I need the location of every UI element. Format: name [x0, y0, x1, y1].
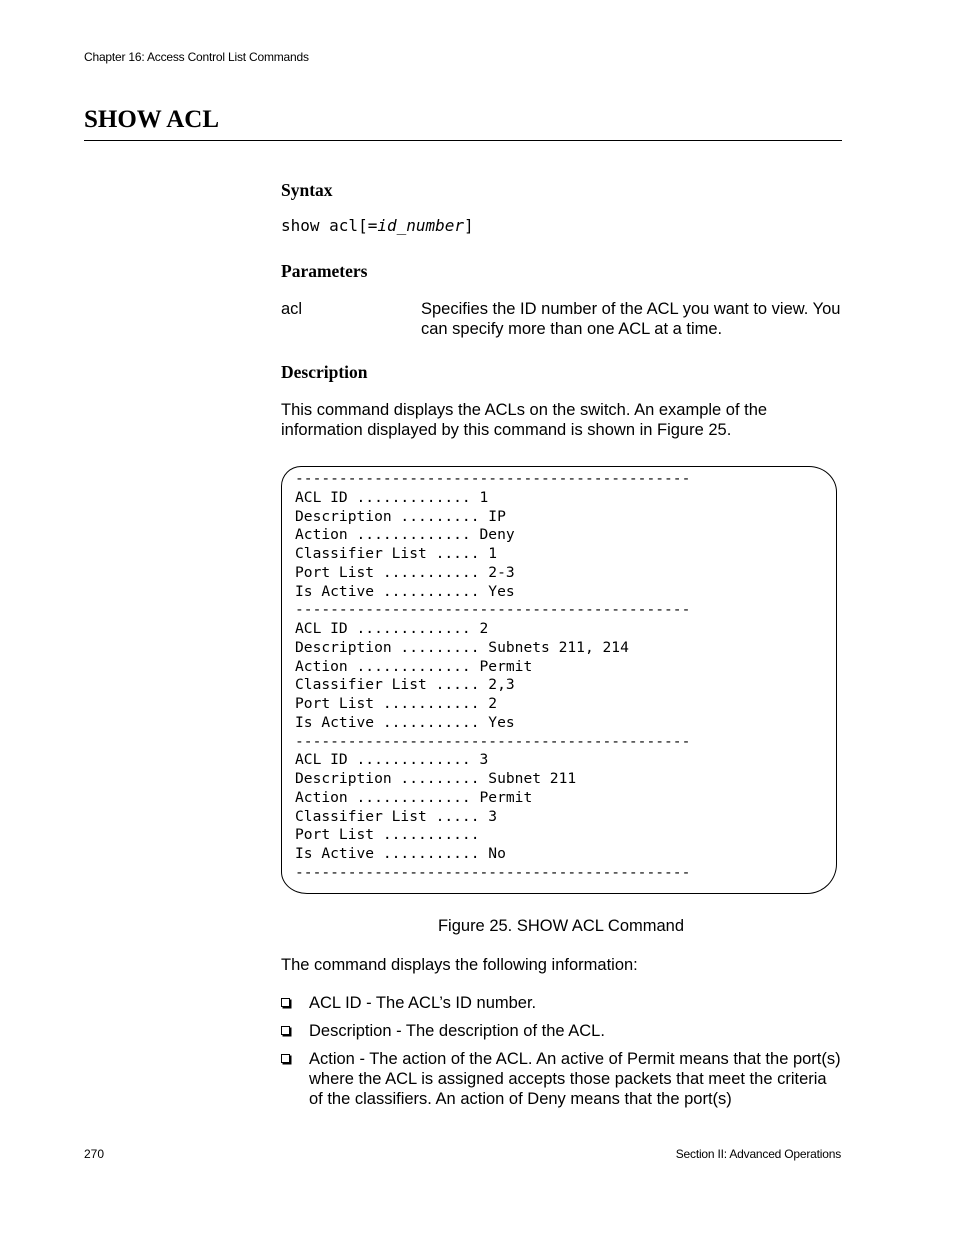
syntax-param: id_number [377, 216, 465, 235]
description-text: This command displays the ACLs on the switch. An example of the information displayed by this command is shown in Figure 25. [281, 401, 768, 439]
parameter-description: Specifies the ID number of the ACL you want to view. You can specify more than one ACL at a time. [421, 300, 841, 338]
title-rule [84, 140, 842, 141]
syntax-command-text: show acl[= [281, 216, 378, 235]
footer-section: Section II: Advanced Operations [675, 1147, 841, 1161]
command-output: --------------------------------------------- ACL ID ............. 1 Description ......... IP Action ............. Deny Classifier List ..... 1 Port List ........... 2-3 Is Active ........... Yes --------------------------------------------- ACL ID ............. 2 Description ......... Subnets 211, 214 Action ............. Permit Classifier List ..... 2,3 Port List ........... 2 Is Active ........... Yes --------------------------------------------- ACL ID ............. 3 Description ......... Subnet 211 Action ............. Permit Classifier List ..... 3 Port List ........... Is Active ........... No --------------------------------------------- [295, 470, 691, 881]
syntax-heading: Syntax [281, 180, 333, 200]
info-intro: The command displays the following information: [281, 956, 638, 974]
list-item [281, 1049, 841, 1109]
checkbox-bullet-icon [281, 1026, 290, 1035]
checkbox-bullet-icon [281, 1054, 290, 1063]
bullet-text: Description - The description of the ACL. [309, 1022, 605, 1040]
page-title: SHOW ACL [84, 106, 219, 133]
checkbox-bullet-icon [281, 998, 290, 1007]
syntax-close: ] [464, 216, 474, 235]
description-heading: Description [281, 362, 368, 382]
bullet-text: ACL ID - The ACL’s ID number. [309, 994, 537, 1012]
page-number: 270 [84, 1147, 105, 1161]
list-item [281, 1021, 841, 1041]
syntax-command [281, 216, 474, 235]
parameter-name: acl [281, 300, 303, 318]
info-bullet-list [281, 993, 841, 1117]
list-item [281, 993, 841, 1013]
bullet-text: Action - The action of the ACL. An active of Permit means that the port(s) where the ACL is assigned accepts those packets that meet the criteria of the classifiers. An action of Deny means that the port(s) [309, 1050, 841, 1108]
figure-caption: Figure 25. SHOW ACL Command [437, 917, 685, 935]
running-head: Chapter 16: Access Control List Commands [84, 50, 309, 64]
parameters-heading: Parameters [281, 261, 368, 281]
